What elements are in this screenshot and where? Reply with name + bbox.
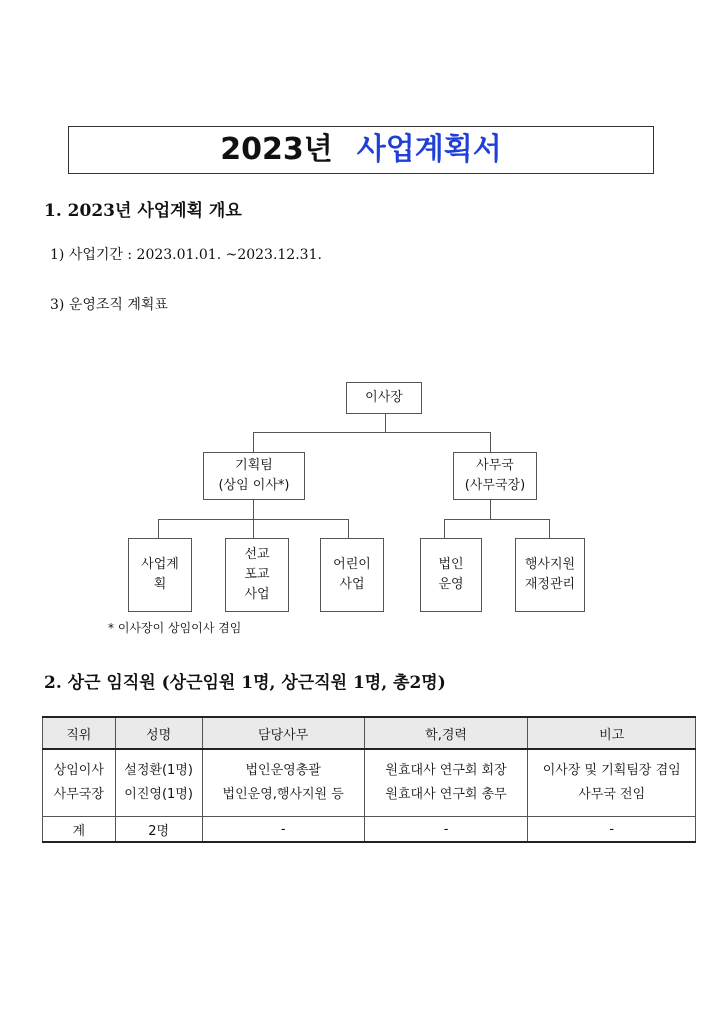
title-main: 사업계획서 xyxy=(356,132,502,167)
col-header-duties: 담당사무 xyxy=(202,717,364,749)
org-node-business-planning: 사업계 획 xyxy=(128,538,192,612)
section-1-heading: 1. 2023년 사업계획 개요 xyxy=(44,201,242,221)
total-remarks: - xyxy=(528,817,696,843)
org-node-corporate: 법인 운영 xyxy=(420,538,482,612)
org-node-planning-team: 기획팀 (상임 이사*) xyxy=(203,452,305,500)
title-year: 2023년 xyxy=(220,132,333,167)
total-count: 2명 xyxy=(115,817,202,843)
org-node-chair: 이사장 xyxy=(346,382,422,414)
table-total-row xyxy=(43,817,696,843)
cell-career: 원효대사 연구회 회장 원효대사 연구회 총무 xyxy=(364,749,528,817)
org-node-children: 어린이 사업 xyxy=(320,538,384,612)
org-chart-label: 3) 운영조직 계획표 xyxy=(50,297,168,313)
table-header-row xyxy=(43,717,696,749)
staff-table xyxy=(42,716,696,843)
table-row xyxy=(43,749,696,817)
document-title xyxy=(68,126,654,174)
col-header-career: 학,경력 xyxy=(364,717,528,749)
cell-name: 설정환(1명) 이진영(1명) xyxy=(115,749,202,817)
org-node-mission: 선교 포교 사업 xyxy=(225,538,289,612)
col-header-name: 성명 xyxy=(115,717,202,749)
total-career: - xyxy=(364,817,528,843)
business-period: 1) 사업기간 : 2023.01.01. ~2023.12.31. xyxy=(50,247,322,263)
col-header-position: 직위 xyxy=(43,717,116,749)
cell-remarks: 이사장 및 기획팀장 겸임 사무국 전임 xyxy=(528,749,696,817)
total-label: 계 xyxy=(43,817,116,843)
org-note: * 이사장이 상임이사 겸임 xyxy=(108,621,242,635)
cell-duties: 법인운영총괄 법인운영,행사지원 등 xyxy=(202,749,364,817)
cell-position: 상임이사 사무국장 xyxy=(43,749,116,817)
total-duties: - xyxy=(202,817,364,843)
section-2-heading: 2. 상근 임직원 (상근임원 1명, 상근직원 1명, 총2명) xyxy=(44,673,446,693)
col-header-remarks: 비고 xyxy=(528,717,696,749)
org-node-admin: 행사지원 재정관리 xyxy=(515,538,585,612)
org-node-secretariat: 사무국 (사무국장) xyxy=(453,452,537,500)
